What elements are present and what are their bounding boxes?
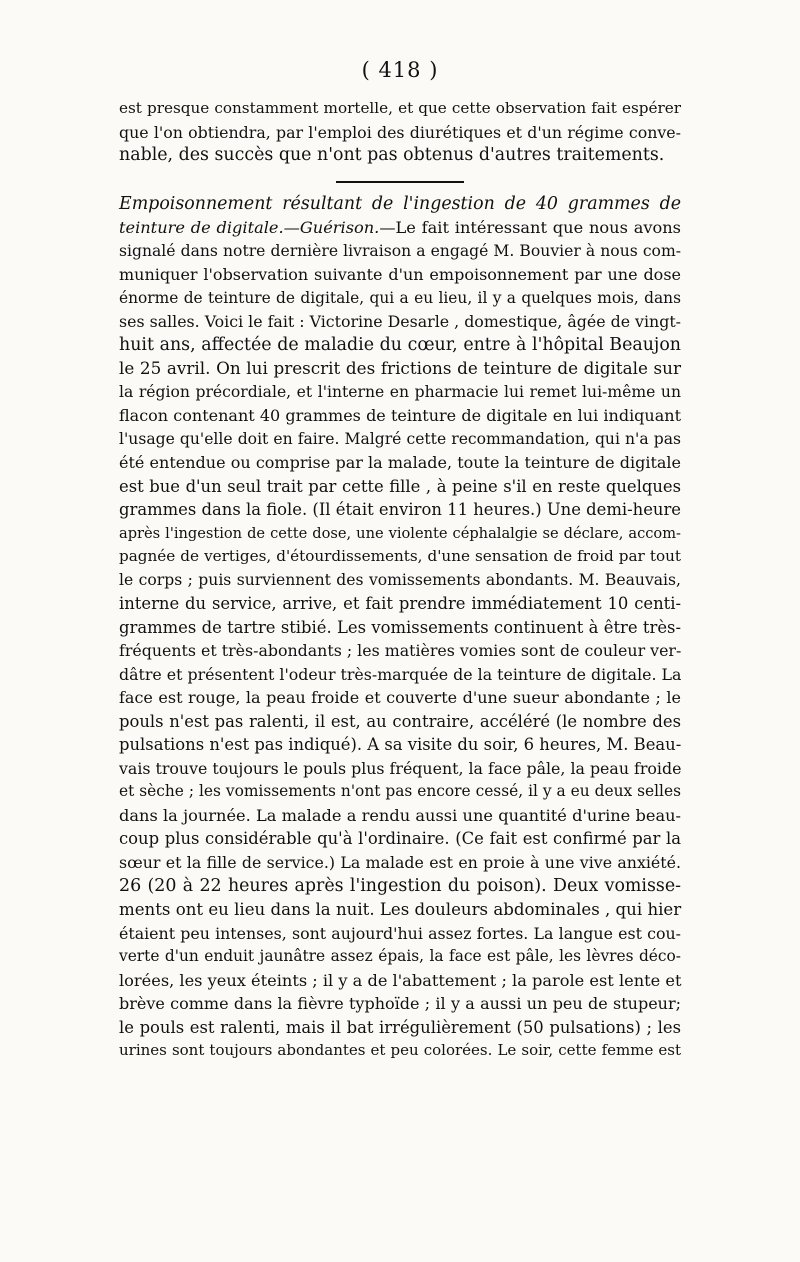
text-line: grammes dans la fiole. (Il était environ 11 heures.) Une demi-heure (119, 500, 681, 520)
text-line: est presque constamment mortelle, et que cette observation fait espérer (119, 99, 681, 117)
text-line: huit ans, affectée de maladie du cœur, entre à l'hôpital Beaujon (119, 334, 681, 355)
text-line: la région précordiale, et l'interne en pharmacie lui remet lui-même un (119, 382, 681, 401)
text-line: urines sont toujours abondantes et peu colorées. Le soir, cette femme est (119, 1041, 681, 1060)
text-line: sœur et la fille de service.) La malade est en proie à une vive anxiété. (119, 852, 681, 872)
section-heading-text: —Le fait intéressant que nous avons (379, 218, 681, 238)
text-line: coup plus considérable qu'à l'ordinaire. (Ce fait est confirmé par la (119, 829, 681, 849)
page-number: ( 418 ) (361, 58, 439, 82)
text-line: brève comme dans la fièvre typhoïde ; il y a aussi un peu de stupeur; (119, 994, 681, 1014)
text-line: que l'on obtiendra, par l'emploi des diurétiques et d'un régime conve- (119, 122, 681, 142)
text-line: nable, des succès que n'ont pas obtenus d'autres traitements. (119, 145, 665, 166)
text-line: pagnée de vertiges, d'étourdissements, d'une sensation de froid par tout (119, 547, 681, 566)
text-line: dans la journée. La malade a rendu aussi une quantité d'urine beau- (119, 805, 681, 825)
section-heading-line (119, 216, 681, 240)
text-line: fréquents et très-abondants ; les matières vomies sont de couleur ver- (119, 641, 682, 661)
text-line: ses salles. Voici le fait : Victorine Desarle , domestique, âgée de vingt- (119, 312, 682, 332)
section-heading-line: Empoisonnement résultant de l'ingestion de 40 grammes de (119, 193, 681, 214)
text-line: 26 (20 à 22 heures après l'ingestion du poison). Deux vomisse- (119, 875, 681, 896)
text-line: été entendue ou comprise par la malade, toute la teinture de digitale (119, 453, 681, 473)
text-line: face est rouge, la peau froide et couverte d'une sueur abondante ; le (119, 688, 681, 708)
text-line: est bue d'un seul trait par cette fille , à peine s'il en reste quelques (119, 476, 681, 496)
text-line: étaient peu intenses, sont aujourd'hui assez fortes. La langue est cou- (119, 923, 681, 943)
text-line: pulsations n'est pas indiqué). A sa visite du soir, 6 heures, M. Beau- (119, 735, 682, 755)
body-text (119, 97, 681, 1063)
text-line: pouls n'est pas ralenti, il est, au contraire, accéléré (le nombre des (119, 711, 681, 731)
text-line: grammes de tartre stibié. Les vomissements continuent à être très- (119, 617, 681, 637)
text-line: le 25 avril. On lui prescrit des frictions de teinture de digitale sur (119, 358, 681, 379)
text-line: dâtre et présentent l'odeur très-marquée de la teinture de digitale. La (119, 664, 682, 684)
section-divider (336, 181, 464, 183)
section-heading-italic: teinture de digitale.—Guérison. (119, 218, 380, 238)
text-line: et sèche ; les vomissements n'ont pas encore cessé, il y a eu deux selles (119, 782, 681, 801)
text-line: signalé dans notre dernière livraison a engagé M. Bouvier à nous com- (119, 241, 681, 260)
text-line: le pouls est ralenti, mais il bat irrégulièrement (50 pulsations) ; les (119, 1017, 681, 1037)
text-line: flacon contenant 40 grammes de teinture de digitale en lui indiquant (119, 406, 681, 426)
text-line: verte d'un enduit jaunâtre assez épais, la face est pâle, les lèvres déco- (119, 947, 681, 966)
text-line: le corps ; puis surviennent des vomissements abondants. M. Beauvais, (119, 570, 681, 589)
text-line: ments ont eu lieu dans la nuit. Les douleurs abdominales , qui hier (119, 900, 682, 920)
text-line: l'usage qu'elle doit en faire. Malgré cette recommandation, qui n'a pas (119, 429, 681, 448)
text-line: énorme de teinture de digitale, qui a eu lieu, il y a quelques mois, dans (119, 288, 681, 307)
text-line: muniquer l'observation suivante d'un empoisonnement par une dose (119, 265, 681, 285)
text-line: interne du service, arrive, et fait prendre immédiatement 10 centi- (119, 594, 681, 614)
text-line: lorées, les yeux éteints ; il y a de l'abattement ; la parole est lente et (119, 970, 682, 990)
text-line: après l'ingestion de cette dose, une violente céphalalgie se déclare, accom- (119, 524, 681, 542)
text-line: vais trouve toujours le pouls plus fréquent, la face pâle, la peau froide (119, 758, 682, 778)
